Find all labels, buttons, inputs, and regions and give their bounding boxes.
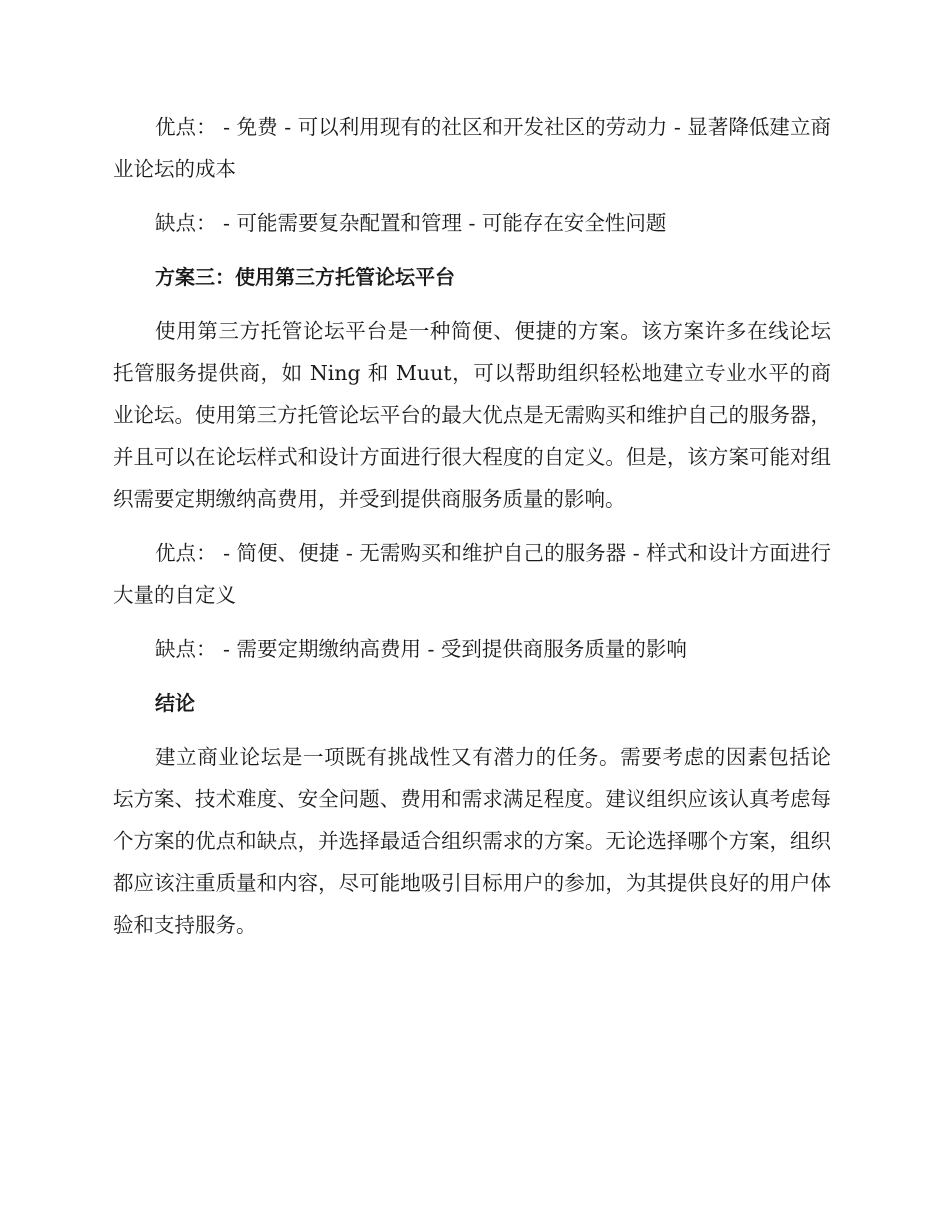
option-three-heading: 方案三：使用第三方托管论坛平台	[155, 265, 455, 289]
option-three-description-paragraph: 使用第三方托管论坛平台是一种简便、便捷的方案。该方案许多在线论坛托管服务提供商，如 Ning 和 Muut，可以帮助组织轻松地建立专业水平的商业论坛。使用第三方托管论坛平台的最大优点是无需购买和维护自己的服务器，并且可以在论坛样式和设计方面进行很大程度的自定义。但是，该方案可能对组织需要定期缴纳高费用，并受到提供商服务质量的影响。	[113, 319, 831, 511]
option-three-pros-paragraph: 优点： - 简便、便捷 - 无需购买和维护自己的服务器 - 样式和设计方面进行大量的自定义	[113, 541, 831, 607]
option-two-cons-paragraph: 缺点： - 可能需要复杂配置和管理 - 可能存在安全性问题	[155, 211, 667, 235]
conclusion-paragraph: 建立商业论坛是一项既有挑战性又有潜力的任务。需要考虑的因素包括论坛方案、技术难度、安全问题、费用和需求满足程度。建议组织应该认真考虑每个方案的优点和缺点，并选择最适合组织需求的方案。无论选择哪个方案，组织都应该注重质量和内容，尽可能地吸引目标用户的参加，为其提供良好的用户体验和支持服务。	[113, 745, 831, 937]
option-three-cons-paragraph: 缺点： - 需要定期缴纳高费用 - 受到提供商服务质量的影响	[155, 637, 687, 661]
option-two-pros-paragraph: 优点： - 免费 - 可以利用现有的社区和开发社区的劳动力 - 显著降低建立商业论坛的成本	[113, 115, 831, 181]
conclusion-heading: 结论	[155, 691, 195, 715]
document-page	[113, 106, 831, 958]
